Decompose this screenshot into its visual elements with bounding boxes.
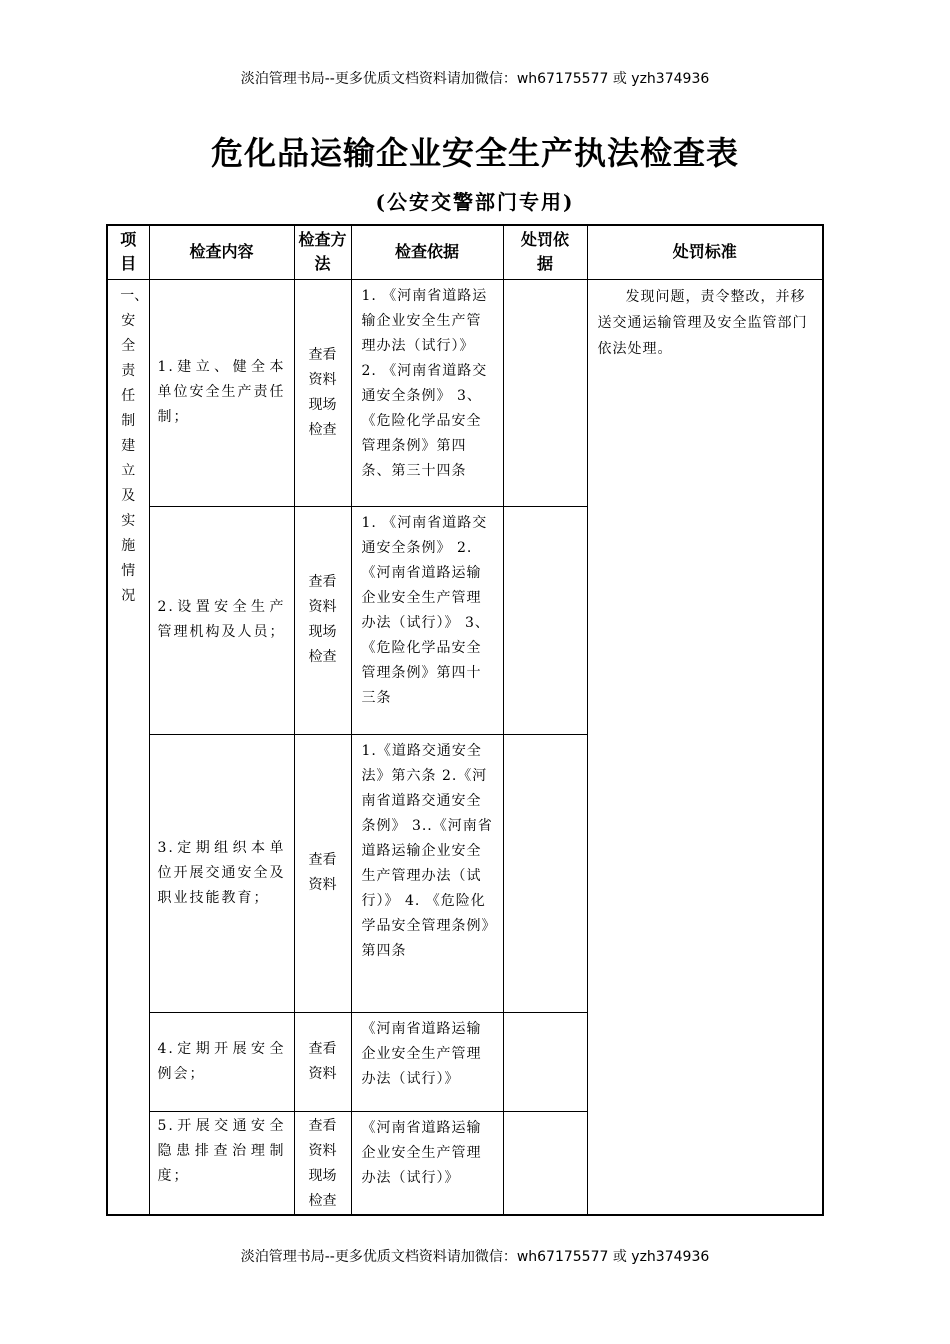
col-header-item: 项目 [107, 225, 149, 279]
row-method-text: 查看资料 [308, 852, 337, 893]
row-penalty-basis [503, 279, 587, 506]
table-row [107, 279, 823, 506]
section-item-label [107, 279, 149, 1215]
document-subtitle: (公安交警部门专用) [375, 190, 575, 214]
col-header-penalty-standard: 处罚标准 [587, 225, 823, 279]
document-title: 危化品运输企业安全生产执法检查表 [210, 134, 739, 172]
row-method-text: 查看资料现场检查 [308, 346, 337, 438]
col-header-content: 检查内容 [149, 225, 294, 279]
col-header-method: 检查方法 [294, 225, 351, 279]
row-basis: 1. 《河南省道路运输企业安全生产管理办法（试行）》 2. 《河南省道路交通安全条例》 3、《危险化学品安全管理条例》第四条、第三十四条 [351, 279, 503, 506]
col-header-basis: 检查依据 [351, 225, 503, 279]
section-item-text: 一、安全责任制建立及实施情况 [120, 287, 149, 604]
page-header: 淡泊管理书局--更多优质文档资料请加微信：wh67175577 或 yzh374936 [240, 71, 710, 87]
row-method-text: 查看资料现场检查 [308, 574, 337, 665]
row-penalty-basis [503, 506, 587, 734]
row-method [294, 734, 351, 1012]
row-content: 3.定期组织本单位开展交通安全及职业技能教育； [149, 734, 294, 1012]
row-method [294, 1111, 351, 1215]
table-header-row [107, 225, 823, 279]
row-basis: 1.《道路交通安全法》第六条 2.《河南省道路交通安全条例》 3..《河南省道路运输企业安全生产管理办法（试行）》 4. 《危险化学品安全管理条例》第四条 [351, 734, 503, 1012]
section-penalty-standard: 发现问题，责令整改，并移送交通运输管理及安全监管部门依法处理。 [587, 279, 823, 1215]
row-method [294, 506, 351, 734]
row-penalty-basis [503, 734, 587, 1012]
col-header-penalty-basis: 处罚依据 [503, 225, 587, 279]
row-basis: 《河南省道路运输企业安全生产管理办法（试行）》 [351, 1012, 503, 1111]
row-method-text: 查看资料现场检查 [308, 1117, 337, 1209]
row-penalty-basis [503, 1111, 587, 1215]
row-content: 5.开展交通安全隐患排查治理制度； [149, 1111, 294, 1215]
row-basis: 《河南省道路运输企业安全生产管理办法（试行）》 [351, 1111, 503, 1215]
row-method [294, 1012, 351, 1111]
inspection-table [106, 224, 824, 1216]
row-penalty-basis [503, 1012, 587, 1111]
row-method-text: 查看资料 [308, 1040, 337, 1082]
row-basis: 1. 《河南省道路交通安全条例》 2. 《河南省道路运输企业安全生产管理办法（试行）》 3、《危险化学品安全管理条例》第四十三条 [351, 506, 503, 734]
row-method [294, 279, 351, 506]
row-content: 2.设置安全生产管理机构及人员； [149, 506, 294, 734]
row-content: 4.定期开展安全例会； [149, 1012, 294, 1111]
page-footer: 淡泊管理书局--更多优质文档资料请加微信：wh67175577 或 yzh374936 [240, 1249, 710, 1265]
row-content: 1.建立、健全本单位安全生产责任制； [149, 279, 294, 506]
